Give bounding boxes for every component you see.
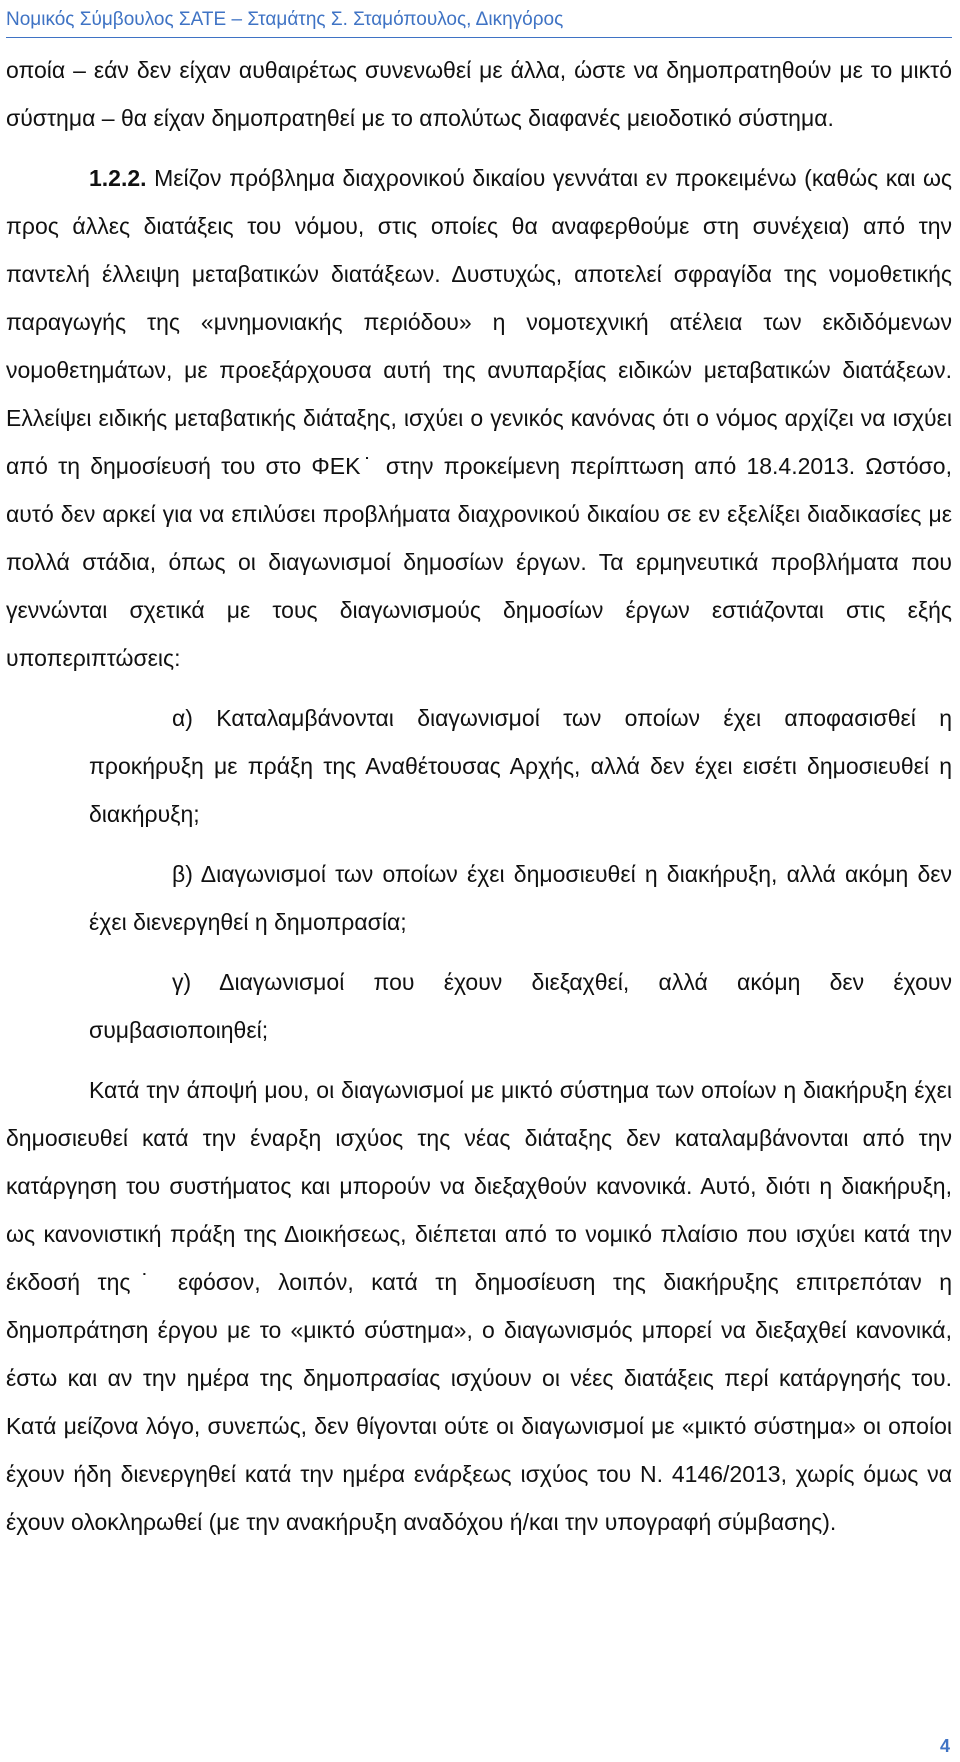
running-header: Νομικός Σύμβουλος ΣΑΤΕ – Σταμάτης Σ. Σταμόπουλος, Δικηγόρος — [6, 9, 564, 30]
header-divider — [6, 37, 952, 38]
page-number: 4 — [939, 1736, 950, 1756]
section-number: 1.2.2. — [89, 165, 147, 191]
paragraph-continuation: οποία – εάν δεν είχαν αυθαιρέτως συνενωθεί με άλλα, ώστε να δημοπρατηθούν με το μικτό σύστημα – θα είχαν δημοπρατηθεί με το απολύτως διαφανές μειοδοτικό σύστημα. — [6, 57, 952, 131]
paragraph-opinion: Κατά την άποψή μου, οι διαγωνισμοί με μικτό σύστημα των οποίων η διακήρυξη έχει δημοσιευθεί κατά την έναρξη ισχύος της νέας διάταξης δεν καταλαμβάνονται από την κατάργηση του συστήματος και μπορούν να διεξαχθούν κανονικά. Αυτό, διότι η διακήρυξη, ως κανονιστική πράξη της Διοικήσεως, διέπεται από το νομικό πλαίσιο που ισχύει κατά την έκδοσή της˙ εφόσον, λοιπόν, κατά τη δημοσίευση της διακήρυξης επιτρεπόταν η δημοπράτηση έργου με το «μικτό σύστημα», ο διαγωνισμός μπορεί να διεξαχθεί κανονικά, έστω και αν την ημέρα της δημοπρασίας ισχύουν οι νέες διατάξεις περί κατάργησής του. Κατά μείζονα λόγο, συνεπώς, δεν θίγονται ούτε οι διαγωνισμοί με «μικτό σύστημα» οι οποίοι έχουν ήδη διενεργηθεί κατά την ημέρα ενάρξεως ισχύος του Ν. 4146/2013, χωρίς όμως να έχουν ολοκληρωθεί (με την ανακήρυξη αναδόχου ή/και την υπογραφή σύμβασης). — [6, 1077, 952, 1535]
list-item-c: γ) Διαγωνισμοί που έχουν διεξαχθεί, αλλά ακόμη δεν έχουν συμβασιοποιηθεί; — [89, 969, 952, 1043]
section-text: Μείζον πρόβλημα διαχρονικού δικαίου γεννάται εν προκειμένω (καθώς και ως προς άλλες διατάξεις του νόμου, στις οποίες θα αναφερθούμε στη συνέχεια) από την παντελή έλλειψη μεταβατικών διατάξεων. Δυστυχώς, αποτελεί σφραγίδα της νομοθετικής παραγωγής της «μνημονιακής περιόδου» η νομοτεχνική ατέλεια των εκδιδόμενων νομοθετημάτων, με προεξάρχουσα αυτή της ανυπαρξίας ειδικών μεταβατικών διατάξεων. Ελλείψει ειδικής μεταβατικής διάταξης, ισχύει ο γενικός κανόνας ότι ο νόμος αρχίζει να ισχύει από τη δημοσίευσή του στο ΦΕΚ˙ στην προκείμενη περίπτωση από 18.4.2013. Ωστόσο, αυτό δεν αρκεί για να επιλύσει προβλήματα διαχρονικού δικαίου σε εν εξελίξει διαδικασίες με πολλά στάδια, όπως οι διαγωνισμοί δημοσίων έργων. Τα ερμηνευτικά προβλήματα που γεννώνται σχετικά με τους διαγωνισμούς δημοσίων έργων εστιάζονται στις εξής υποπεριπτώσεις: — [6, 165, 952, 671]
list-item-b: β) Διαγωνισμοί των οποίων έχει δημοσιευθεί η διακήρυξη, αλλά ακόμη δεν έχει διενεργηθεί η δημοπρασία; — [89, 861, 952, 935]
paragraph-section-1-2-2 — [6, 154, 952, 682]
document-body — [6, 46, 952, 1546]
list-item-a: α) Καταλαμβάνονται διαγωνισμοί των οποίων έχει αποφασισθεί η προκήρυξη με πράξη της Αναθέτουσας Αρχής, αλλά δεν έχει εισέτι δημοσιευθεί η διακήρυξη; — [89, 705, 952, 827]
